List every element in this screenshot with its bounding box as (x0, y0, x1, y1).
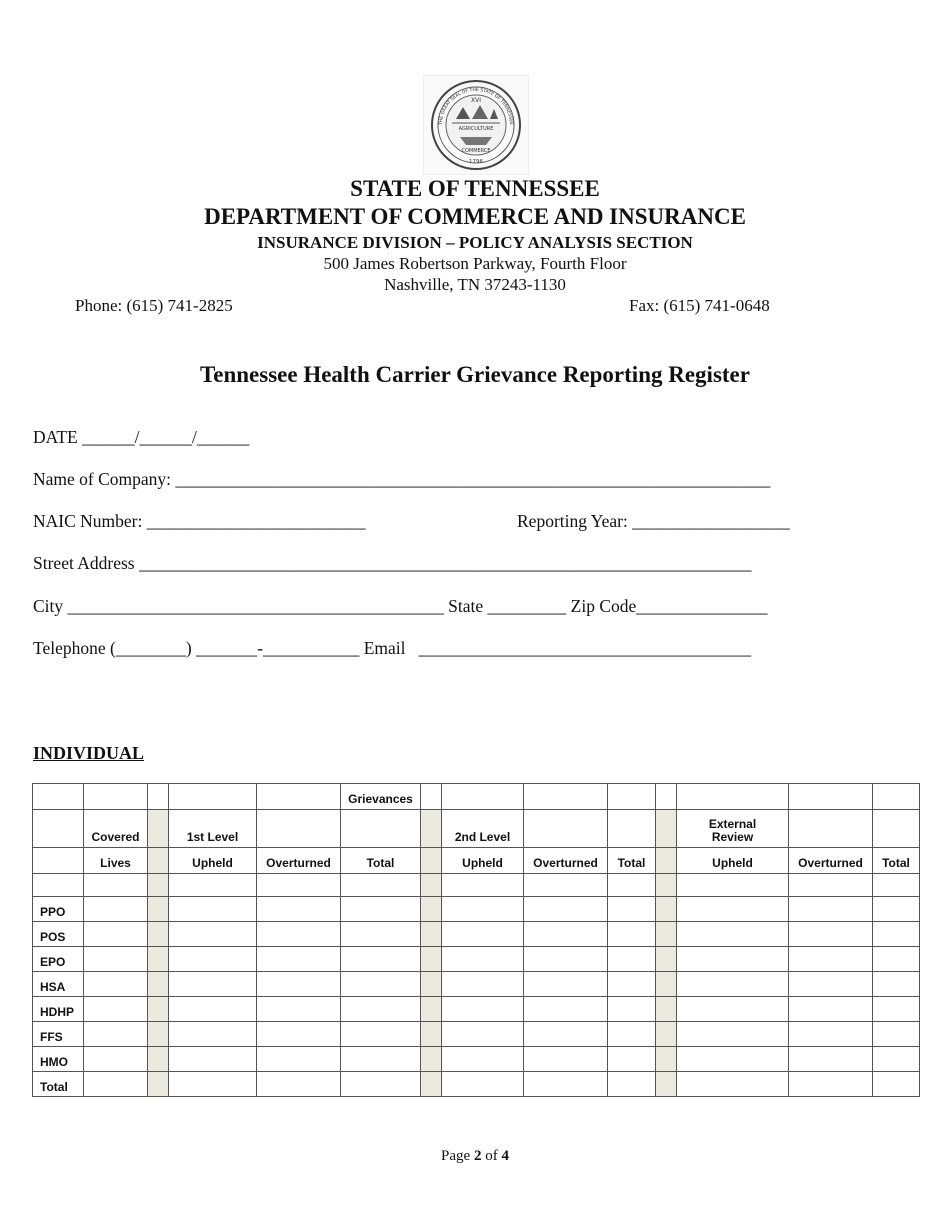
entry-cell[interactable] (524, 997, 608, 1022)
entry-cell[interactable] (524, 1022, 608, 1047)
entry-cell[interactable] (341, 897, 421, 922)
entry-cell[interactable] (677, 897, 789, 922)
spacer-cell (148, 1072, 169, 1097)
spacer-cell (148, 972, 169, 997)
entry-cell[interactable] (677, 1072, 789, 1097)
entry-cell[interactable] (169, 897, 257, 922)
section-title-individual: INDIVIDUAL (33, 743, 145, 763)
date-field[interactable]: DATE ______/______/______ (33, 427, 250, 447)
second-upheld-header: Upheld (442, 848, 524, 874)
second-total-header: Total (608, 848, 656, 874)
entry-cell[interactable] (257, 1047, 341, 1072)
external-overturned-header: Overturned (789, 848, 873, 874)
entry-cell[interactable] (873, 1022, 920, 1047)
spacer-cell (656, 947, 677, 972)
entry-cell[interactable] (789, 947, 873, 972)
entry-cell[interactable] (84, 972, 148, 997)
form-title: Tennessee Health Carrier Grievance Reporting Register (200, 362, 750, 387)
entry-cell[interactable] (608, 922, 656, 947)
entry-cell[interactable] (442, 997, 524, 1022)
entry-cell[interactable] (608, 1047, 656, 1072)
entry-cell[interactable] (257, 947, 341, 972)
spacer-cell (421, 1022, 442, 1047)
spacer-cell (148, 1022, 169, 1047)
table-row (33, 1072, 920, 1097)
entry-cell[interactable] (84, 922, 148, 947)
entry-cell[interactable] (677, 922, 789, 947)
seal-xvi-text: XVI (471, 97, 481, 104)
entry-cell[interactable] (524, 947, 608, 972)
entry-cell[interactable] (608, 1022, 656, 1047)
entry-cell[interactable] (789, 1022, 873, 1047)
first-level-header: 1st Level (169, 810, 257, 848)
entry-cell[interactable] (608, 897, 656, 922)
spacer-cell (148, 947, 169, 972)
address-line-2: Nashville, TN 37243-1130 (384, 275, 566, 294)
spacer-cell (148, 997, 169, 1022)
division-heading: INSURANCE DIVISION – POLICY ANALYSIS SECTION (257, 233, 693, 252)
city-state-zip-field[interactable]: City ___________________________________________ State _________ Zip Code_______________ (33, 596, 768, 616)
spacer-cell (421, 997, 442, 1022)
state-seal-logo (423, 75, 529, 175)
entry-cell[interactable] (169, 947, 257, 972)
entry-cell[interactable] (677, 1047, 789, 1072)
entry-cell[interactable] (789, 1047, 873, 1072)
spacer-cell (148, 897, 169, 922)
phone-number: Phone: (615) 741-2825 (75, 296, 233, 315)
entry-cell[interactable] (524, 1047, 608, 1072)
entry-cell[interactable] (677, 1022, 789, 1047)
entry-cell[interactable] (873, 922, 920, 947)
spacer-cell (421, 1072, 442, 1097)
covered-header: Covered (84, 810, 148, 848)
entry-cell[interactable] (524, 922, 608, 947)
row-label: Total (33, 1072, 84, 1097)
entry-cell[interactable] (677, 997, 789, 1022)
entry-cell[interactable] (608, 947, 656, 972)
blank-row (33, 874, 920, 897)
row-label: EPO (33, 947, 84, 972)
first-upheld-header: Upheld (169, 848, 257, 874)
second-level-header: 2nd Level (442, 810, 524, 848)
table-row (33, 997, 920, 1022)
entry-cell[interactable] (442, 922, 524, 947)
page-word: Page (441, 1148, 471, 1164)
first-total-header: Total (341, 848, 421, 874)
row-label: FFS (33, 1022, 84, 1047)
row-label: PPO (33, 897, 84, 922)
first-overturned-header: Overturned (257, 848, 341, 874)
external-upheld-header: Upheld (677, 848, 789, 874)
entry-cell[interactable] (169, 997, 257, 1022)
seal-commerce-text: COMMERCE (461, 148, 491, 154)
entry-cell[interactable] (677, 947, 789, 972)
row-label: HDHP (33, 997, 84, 1022)
page-number: 2 (473, 1148, 482, 1164)
reporting-year-field[interactable]: Reporting Year: __________________ (517, 511, 790, 531)
external-label: External (708, 817, 757, 831)
telephone-email-field[interactable]: Telephone (________) _______-___________ Email ______________________________________ (33, 638, 752, 658)
spacer-cell (656, 897, 677, 922)
entry-cell[interactable] (442, 1022, 524, 1047)
spacer-cell (656, 1047, 677, 1072)
entry-cell[interactable] (84, 897, 148, 922)
seal-year-text: 1796 (469, 159, 483, 165)
entry-cell[interactable] (873, 1072, 920, 1097)
entry-cell[interactable] (873, 947, 920, 972)
spacer-cell (421, 1047, 442, 1072)
entry-cell[interactable] (524, 897, 608, 922)
entry-cell[interactable] (84, 1072, 148, 1097)
seal-agriculture-text: AGRICULTURE (458, 126, 494, 132)
entry-cell[interactable] (341, 997, 421, 1022)
spacer-cell (421, 947, 442, 972)
table-row (33, 947, 920, 972)
entry-cell[interactable] (608, 997, 656, 1022)
entry-cell[interactable] (789, 922, 873, 947)
row-label: HMO (33, 1047, 84, 1072)
entry-cell[interactable] (341, 972, 421, 997)
spacer-cell (656, 922, 677, 947)
spacer-cell (421, 922, 442, 947)
lives-header: Lives (84, 848, 148, 874)
entry-cell[interactable] (442, 1072, 524, 1097)
page-footer (0, 1148, 950, 1165)
entry-cell[interactable] (524, 972, 608, 997)
entry-cell[interactable] (341, 1022, 421, 1047)
entry-cell[interactable] (873, 897, 920, 922)
entry-cell[interactable] (257, 997, 341, 1022)
entry-cell[interactable] (169, 972, 257, 997)
grievances-header: Grievances (341, 784, 421, 810)
external-review-header (677, 810, 789, 848)
table-row (33, 922, 920, 947)
entry-cell[interactable] (257, 897, 341, 922)
row-label: HSA (33, 972, 84, 997)
external-total-header: Total (873, 848, 920, 874)
address-line-1: 500 James Robertson Parkway, Fourth Floor (323, 254, 627, 273)
header-row-1 (33, 784, 920, 810)
entry-cell[interactable] (789, 997, 873, 1022)
entry-cell[interactable] (84, 997, 148, 1022)
entry-cell[interactable] (169, 1047, 257, 1072)
entry-cell[interactable] (257, 1072, 341, 1097)
header-row-2 (33, 810, 920, 848)
entry-cell[interactable] (84, 1047, 148, 1072)
table-row (33, 1022, 920, 1047)
entry-cell[interactable] (789, 897, 873, 922)
spacer-cell (148, 922, 169, 947)
spacer-cell (656, 1022, 677, 1047)
entry-cell[interactable] (608, 1072, 656, 1097)
entry-cell[interactable] (341, 1047, 421, 1072)
entry-cell[interactable] (84, 947, 148, 972)
of-word: of (485, 1148, 498, 1164)
entry-cell[interactable] (873, 997, 920, 1022)
entry-cell[interactable] (257, 972, 341, 997)
entry-cell[interactable] (169, 1072, 257, 1097)
entry-cell[interactable] (873, 972, 920, 997)
spacer-cell (148, 1047, 169, 1072)
fax-number: Fax: (615) 741-0648 (629, 296, 770, 315)
page-total: 4 (501, 1148, 509, 1164)
spacer-cell (421, 897, 442, 922)
entry-cell[interactable] (873, 1047, 920, 1072)
entry-cell[interactable] (257, 1022, 341, 1047)
entry-cell[interactable] (789, 972, 873, 997)
entry-cell[interactable] (341, 947, 421, 972)
spacer-cell (656, 1072, 677, 1097)
row-label: POS (33, 922, 84, 947)
grievance-table (32, 783, 920, 1097)
spacer-cell (421, 972, 442, 997)
entry-cell[interactable] (341, 922, 421, 947)
entry-cell[interactable] (341, 1072, 421, 1097)
header-row-3 (33, 848, 920, 874)
entry-cell[interactable] (789, 1072, 873, 1097)
entry-cell[interactable] (442, 1047, 524, 1072)
state-heading: STATE OF TENNESSEE (350, 176, 600, 201)
entry-cell[interactable] (608, 972, 656, 997)
spacer-cell (656, 972, 677, 997)
seal-icon (430, 79, 522, 171)
seal-ring-text: THE GREAT SEAL OF THE STATE OF TENNESSEE (438, 87, 514, 126)
table-row (33, 1047, 920, 1072)
entry-cell[interactable] (442, 947, 524, 972)
entry-cell[interactable] (169, 1022, 257, 1047)
entry-cell[interactable] (442, 897, 524, 922)
entry-cell[interactable] (677, 972, 789, 997)
entry-cell[interactable] (442, 972, 524, 997)
entry-cell[interactable] (169, 922, 257, 947)
entry-cell[interactable] (84, 1022, 148, 1047)
table-row (33, 897, 920, 922)
department-heading: DEPARTMENT OF COMMERCE AND INSURANCE (204, 204, 746, 229)
entry-cell[interactable] (524, 1072, 608, 1097)
second-overturned-header: Overturned (524, 848, 608, 874)
company-name-field[interactable]: Name of Company: ____________________________________________________________________ (33, 469, 771, 489)
spacer-cell (656, 997, 677, 1022)
entry-cell[interactable] (257, 922, 341, 947)
street-address-field[interactable]: Street Address ______________________________________________________________________ (33, 553, 752, 573)
naic-number-field[interactable]: NAIC Number: _________________________ (33, 511, 366, 531)
review-label: Review (711, 830, 754, 844)
table-row (33, 972, 920, 997)
